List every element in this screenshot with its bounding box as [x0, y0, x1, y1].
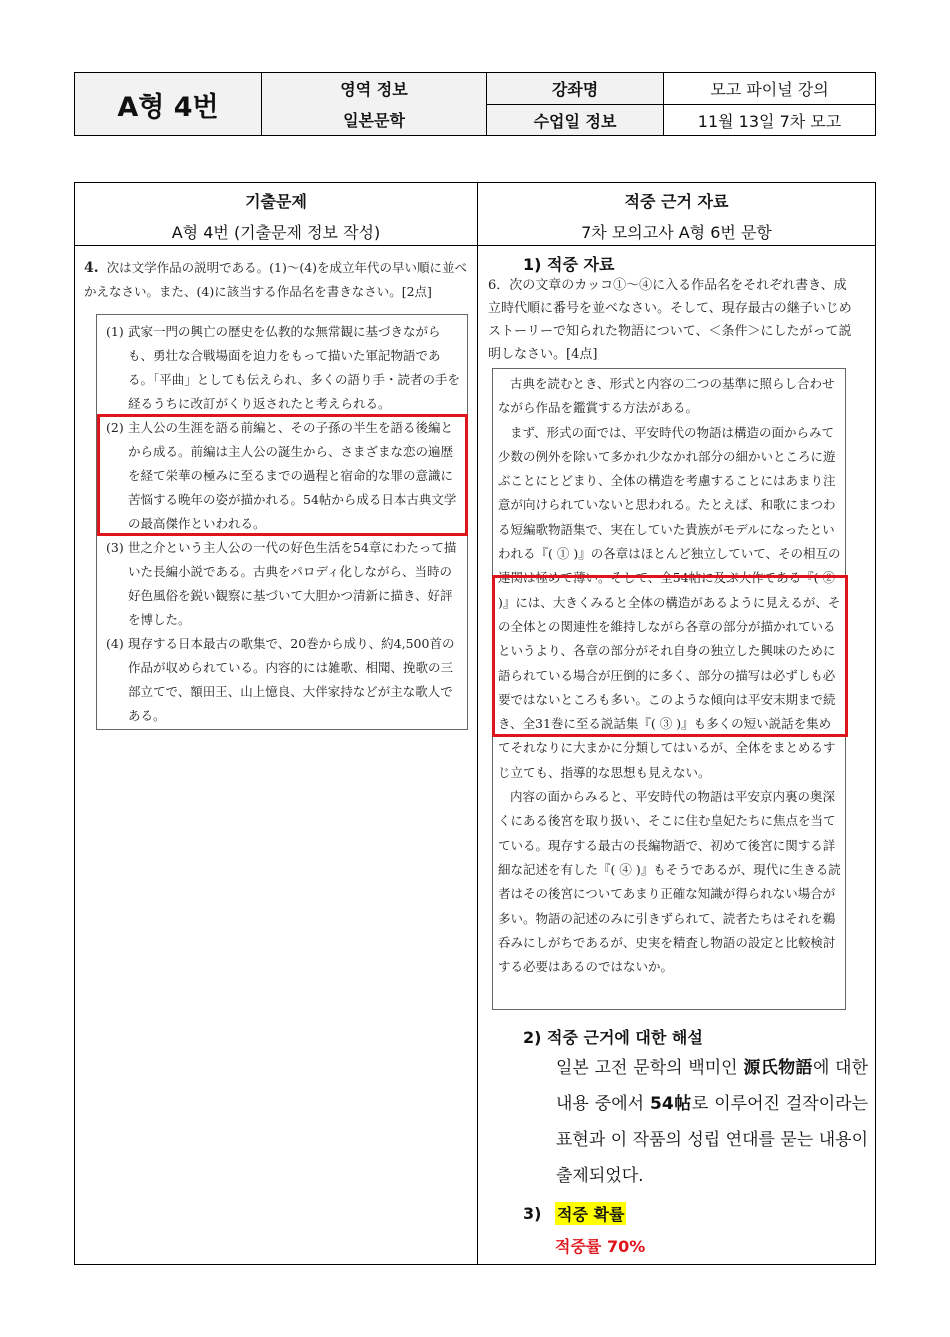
choice-item-2: (2) 主人公の生涯を語る前編と、その子孫の半生を語る後編とから成る。前編は主人公の誕生から、さまざまな恋の遍歴を経て栄華の極みに至るまでの過程と宿命的な罪の意識に苦悩する晩年の姿が描かれる。54帖から成る日本古典文学の最高傑作といわれる。 [106, 420, 457, 531]
choice-item-1: (1) 武家一門の興亡の歴史を仏教的な無常観に基づきながらも、勇壮な合戦場面を迫力をもって描いた軍記物語である。「平曲」としても伝えられ、多くの語り手・読者の手を経るうちに改訂がくり返されたと考えられる。 [106, 324, 461, 411]
section1-title: 1) 적중 자료 [523, 255, 615, 274]
choice-item-3: (3) 世之介という主人公の一代の好色生活を54章にわたって描いた長編小説である。古典をパロディ化しながら、当時の好色風俗を鋭い観察に基づいて大胆かつ清新に描き、好評を博した。 [106, 540, 457, 627]
passage-paragraph-2: まず、形式の面では、平安時代の物語は構造の面からみて少数の例外を除いて多かれ少なかれ部分の細かいところに遊ぶことにとどまり、全体の構造を考慮することにはあまり注意が向けられていないと思われる。たとえば、和歌にまつわる短編歌物語集で、実在していた貴族がモデルになったといわれる『( ① )』の各章はほとんど独立していて、その相互の連関は極めて薄い。そして、全54帖に及ぶ大作である『( ② )』には、大きくみると全体の構造があるように見えるが、その全体との関連性を維持しながら各章の部分が描かれているというより、各章の部分がそれ自身の独立した興味のために語られている場合が圧倒的に多く、部分の描写は必ずしも必要ではないところも多い。このような傾向は平安末期まで続き、全31巻に至る説話集『( ③ )』も多くの短い説話を集めてそれなりに大まかに分類してはいるが、全体をまとめるすじ立ても、指導的な思想も見えない。 [498, 424, 841, 780]
passage-paragraph-1: 古典を読むとき、形式と内容の二つの基準に照らし合わせながら作品を鑑賞する方法がある。 [498, 376, 835, 416]
class-date-label: 수업일 정보 [533, 111, 617, 131]
chapters-keyword: 54帖 [650, 1094, 692, 1114]
area-label: 영역 정보 [340, 80, 408, 99]
section2-title: 2) 적중 근거에 대한 해설 [523, 1028, 703, 1047]
right-heading: 적중 근거 자료 [624, 192, 729, 211]
hit-rate: 적중률 70% [555, 1237, 646, 1256]
question-title: A형 4번 [117, 91, 219, 123]
passage-paragraph-3: 内容の面からみると、平安時代の物語は平安京内裏の奥深くにある後宮を取り扱い、そこに住む皇妃たちに焦点を当てている。現存する最古の長編物語で、初めて後宮に関する詳細な記述を有した『( ④ )』もそうであるが、現代に生きる読者はその後宮についてあまり正確な知識が得られない場合が多い。物語の記述のみに引きずられて、読者たちはそれを鵜呑みにしがちであるが、史実を精査し物語の設定と比較検討する必要はあるのではないか。 [498, 789, 841, 975]
right-column-header [478, 183, 875, 243]
right-red-highlight [492, 575, 848, 737]
left-red-highlight [97, 414, 468, 536]
question-text: 次は文学作品の説明である。(1)～(4)を成立年代の早い順に並べかえなさい。また、(4)に該当する作品名を書きなさい。[2点] [84, 260, 468, 299]
left-column-header [75, 183, 477, 243]
exam-question [84, 256, 468, 304]
choice-item-4: (4) 現存する日本最古の歌集で、20巻から成り、約4,500首の作品が収められている。内容的には雑歌、相聞、挽歌の三部立てで、額田王、山上憶良、大伴家持などが主な歌人である。 [106, 636, 455, 723]
lecture-label: 강좌명 [551, 80, 599, 99]
question-number: 4. [84, 260, 99, 276]
right-subheading: 7차 모의고사 A형 6번 문항 [581, 223, 772, 242]
mock-question: 6．次の文章のカッコ①～④に入る作品名をそれぞれ書き、成立時代順に番号を並べなさい。そして、現存最古の継子いじめストーリーで知られた物語について、＜条件＞にしたがって説明しなさい。[4点] [488, 278, 852, 362]
class-date-value: 11월 13일 7차 모고 [664, 105, 875, 135]
genji-keyword: 源氏物語 [743, 1058, 813, 1078]
lecture-value: 모고 파이널 강의 [664, 73, 875, 104]
explanation: 일본 고전 문학의 백미인 源氏物語에 대한 내용 중에서 54帖로 이루어진 걸작이라는 표현과 이 작품의 성립 연대를 묻는 내용이 출제되었다. [556, 1058, 869, 1186]
info-header-table [74, 72, 876, 136]
left-subheading: A형 4번 (기출문제 정보 작성) [171, 223, 381, 242]
area-value: 일본문학 [343, 111, 405, 130]
section3-number: 3) [523, 1204, 542, 1223]
section3-title: 적중 확률 [555, 1202, 626, 1225]
left-heading: 기출문제 [245, 192, 307, 211]
